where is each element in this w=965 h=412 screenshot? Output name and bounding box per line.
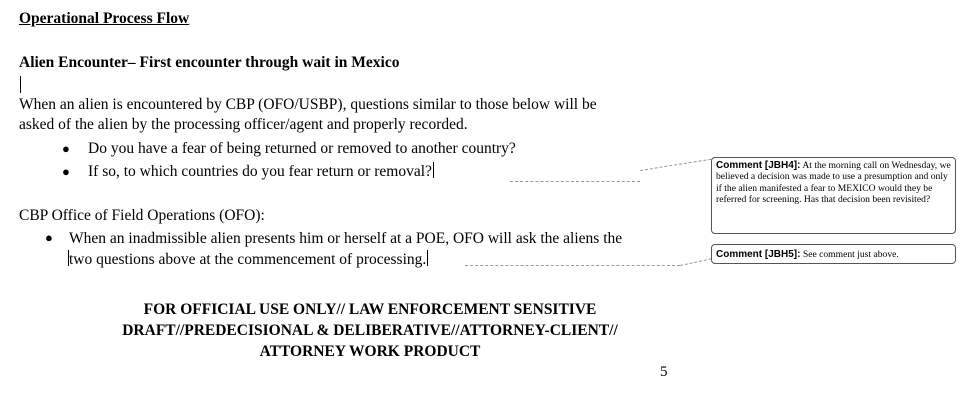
footer-line-1: FOR OFFICIAL USE ONLY// LAW ENFORCEMENT SENSITIVE [143,301,597,318]
text-cursor [68,250,69,266]
bullet-icon: ● [45,230,53,245]
intro-line-2: asked of the alien by the processing officer/agent and properly recorded. [19,116,468,133]
bullet-item-2 [88,162,434,182]
comment-text: At the morning call on Wednesday, we believed a decision was made to use a presumption and only if the alien manifested a fear to MEXICO would they be referred for screening. Has that decision been revisited? [716,160,951,205]
comment-label: Comment [JBH4]: [716,160,801,171]
intro-line-1: When an alien is encountered by CBP (OFO/USBP), questions similar to those below will be [19,96,597,113]
classification-footer [0,299,740,362]
bullet-icon: ● [62,141,70,156]
text-cursor [427,250,428,266]
comment-anchor-line [680,258,712,266]
comment-anchor-line [510,181,640,182]
page-number: 5 [660,364,668,380]
bullet-item-1: Do you have a fear of being returned or removed to another country? [88,140,516,157]
text-cursor [433,162,434,178]
bullet-icon: ● [62,164,70,179]
comment-anchor-line [640,159,711,171]
section-heading: Operational Process Flow [19,10,190,27]
ofo-heading: CBP Office of Field Operations (OFO): [19,207,265,224]
ofo-bullet-line-1: When an inadmissible alien presents him or herself at a POE, OFO will ask the aliens the [69,230,623,247]
footer-line-3: ATTORNEY WORK PRODUCT [259,343,481,360]
comment-balloon-jbh5[interactable] [711,244,956,264]
comment-anchor-line [465,265,680,266]
comment-balloon-jbh4[interactable] [711,157,956,234]
ofo-bullet-line-2-row [69,249,622,270]
footer-line-2: DRAFT//PREDECISIONAL & DELIBERATIVE//ATTORNEY-CLIENT// [122,322,618,339]
ofo-bullet-item [69,228,622,270]
text-cursor [20,76,21,93]
subheading: Alien Encounter– First encounter through wait in Mexico [19,54,400,71]
ofo-bullet-line-2: two questions above at the commencement of processing. [69,251,427,268]
bullet-item-2-text: If so, to which countries do you fear return or removal? [88,163,432,180]
comment-text: See comment just above. [802,249,899,260]
comment-label: Comment [JBH5]: [716,249,801,260]
intro-paragraph [19,95,597,135]
